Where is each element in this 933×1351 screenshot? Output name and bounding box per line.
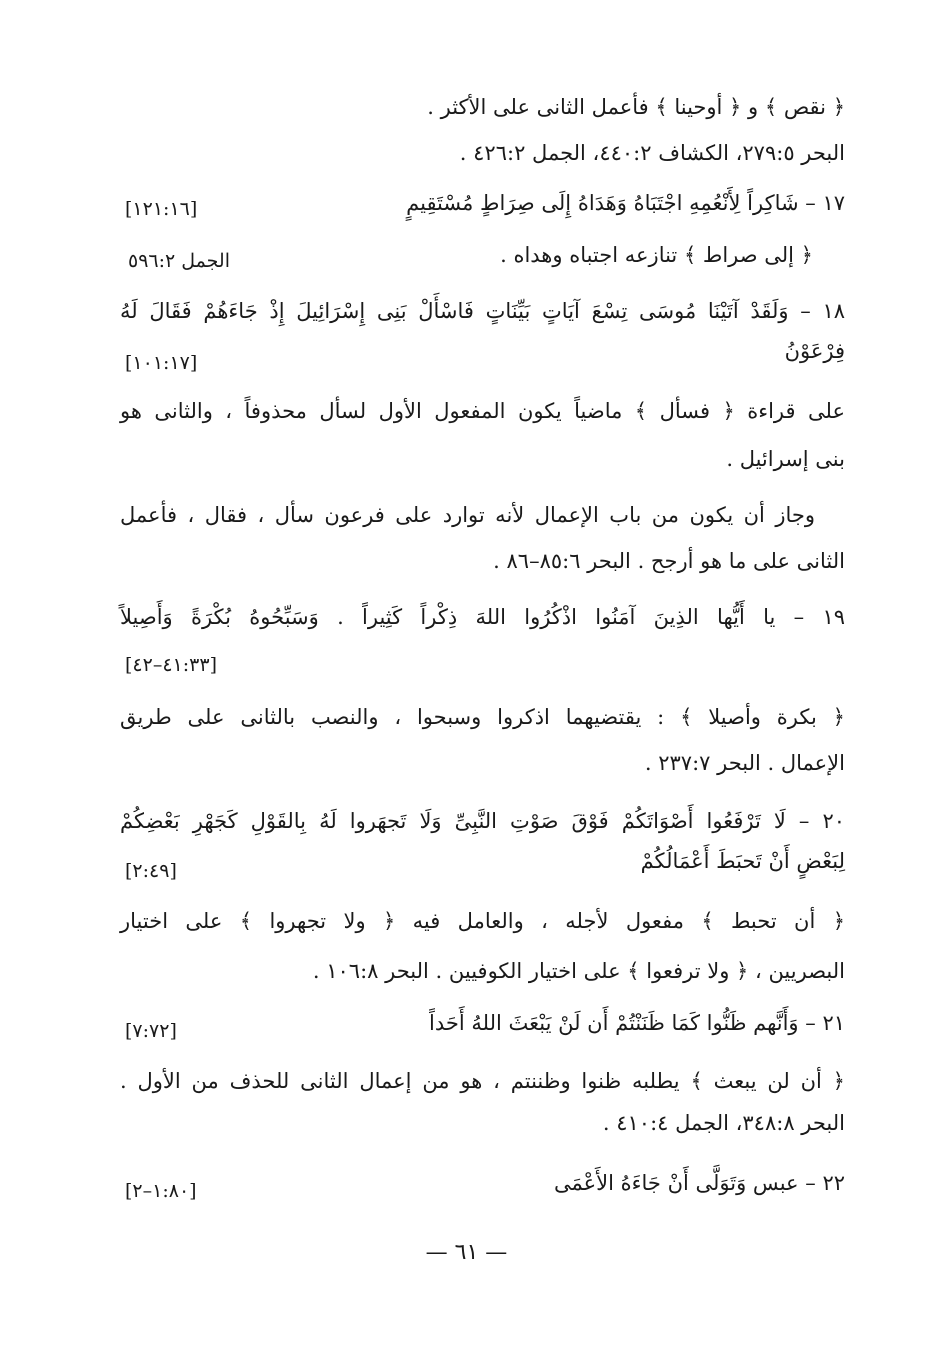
verse-18-line-2: فِرْعَوْنُ [784, 339, 845, 363]
note-19-line-1: ﴿ بكرة وأصيلا ﴾ : يقتضيهما اذكروا وسبحوا ، والنصب بالثانى على طريق [120, 705, 845, 729]
verse-20-line-1: ٢٠ – لَا تَرْفَعُوا أَصْوَاتَكُمْ فَوْقَ صَوْتِ النَّبِىِّ وَلَا تَجهَروا لَهُ بِالقَوْلِ كَجَهْرِ بَعْضِكُمْ [120, 809, 845, 833]
source-line: البحر ٢٧٩:٥، الكشاف ٤٤٠:٢، الجمل ٤٢٦:٢ . [459, 141, 845, 165]
note-18b-line-1: وجاز أن يكون من باب الإعمال لأنه توارد على فرعون سأل ، فقال ، فأعمل [120, 503, 815, 527]
verse-19-reference: [٤١:٣٣–٤٢] [125, 654, 217, 676]
note-20-line-1: ﴿ أن تحبط ﴾ مفعول لأجله ، والعامل فيه ﴿ ولا تجهروا ﴾ على اختيار [120, 909, 845, 933]
verse-21: ٢١ – وَأَنَّهم ظَنُّوا كَمَا ظَنَنْتُمْ أَن لَنْ يَبْعَثَ اللهُ أَحَداً [429, 1011, 845, 1035]
note-21-line-1: ﴿ أن لن يبعث ﴾ يطلبه ظنوا وظننتم ، هو من إعمال الثانى للحذف من الأول . [120, 1069, 845, 1093]
note-18-line-2: بنى إسرائيل . [726, 447, 845, 471]
verse-22-reference: [١:٨٠–٢] [125, 1180, 197, 1202]
verse-17-reference: [١٢١:١٦] [125, 198, 198, 220]
verse-19: ١٩ – يا أَيُّها الذِينَ آمَنُوا اذْكُرُوا اللهَ ذِكْراً كَثِيراً . وَسَبِّحُوهُ بُكْرَةً وَأَصِيلاً [120, 605, 845, 629]
note-20-line-2: البصريين ، ﴿ ولا ترفعوا ﴾ على اختيار الكوفيين . البحر ١٠٦:٨ . [312, 959, 845, 983]
verse-18-reference: [١٠١:١٧] [125, 352, 198, 374]
verse-20-reference: [٢:٤٩] [125, 860, 177, 882]
note-line: ﴿ نقص ﴾ و ﴿ أوحينا ﴾ فأعمل الثانى على الأكثر . [427, 95, 845, 119]
note-21-line-2: البحر ٣٤٨:٨، الجمل ٤١٠:٤ . [602, 1111, 845, 1135]
page-number: — ٦١ — [425, 1240, 508, 1265]
verse-18-line-1: ١٨ – وَلَقَدْ آتَيْنَا مُوسَى تِسْعَ آيَاتٍ بَيِّنَاتٍ فَاسْأَلْ بَنِى إِسْرَائِيلَ إِذْ جَاءَهُمْ فَقَالَ لَهُ [120, 299, 845, 323]
note-18-line-1: على قراءة ﴿ فسأل ﴾ ماضياً يكون المفعول الأول لسأل محذوفاً ، والثانى هو [120, 399, 845, 423]
note-17-source: الجمل ٥٩٦:٢ [128, 250, 230, 272]
verse-20-line-2: لِبَعْضٍ أَنْ تَحبَطَ أَعْمَالُكُمْ [640, 849, 845, 873]
note-17: ﴿ إلى صراط ﴾ تنازعه اجتباه وهداه . [500, 243, 813, 267]
verse-17: ١٧ – شَاكِراً لِأَنْعُمِهِ اجْتَبَاهُ وَهَدَاهُ إِلَى صِرَاطٍ مُسْتَقِيمٍ [406, 191, 845, 215]
verse-21-reference: [٧:٧٢] [125, 1020, 177, 1042]
note-18b-line-2: الثانى على ما هو أرجح . البحر ٨٥:٦–٨٦ . [493, 549, 845, 573]
verse-22: ٢٢ – عبس وَتَوَلَّى أَنْ جَاءَهُ الأَعْمَى [554, 1171, 845, 1195]
note-19-line-2: الإعمال . البحر ٢٣٧:٧ . [644, 751, 845, 775]
